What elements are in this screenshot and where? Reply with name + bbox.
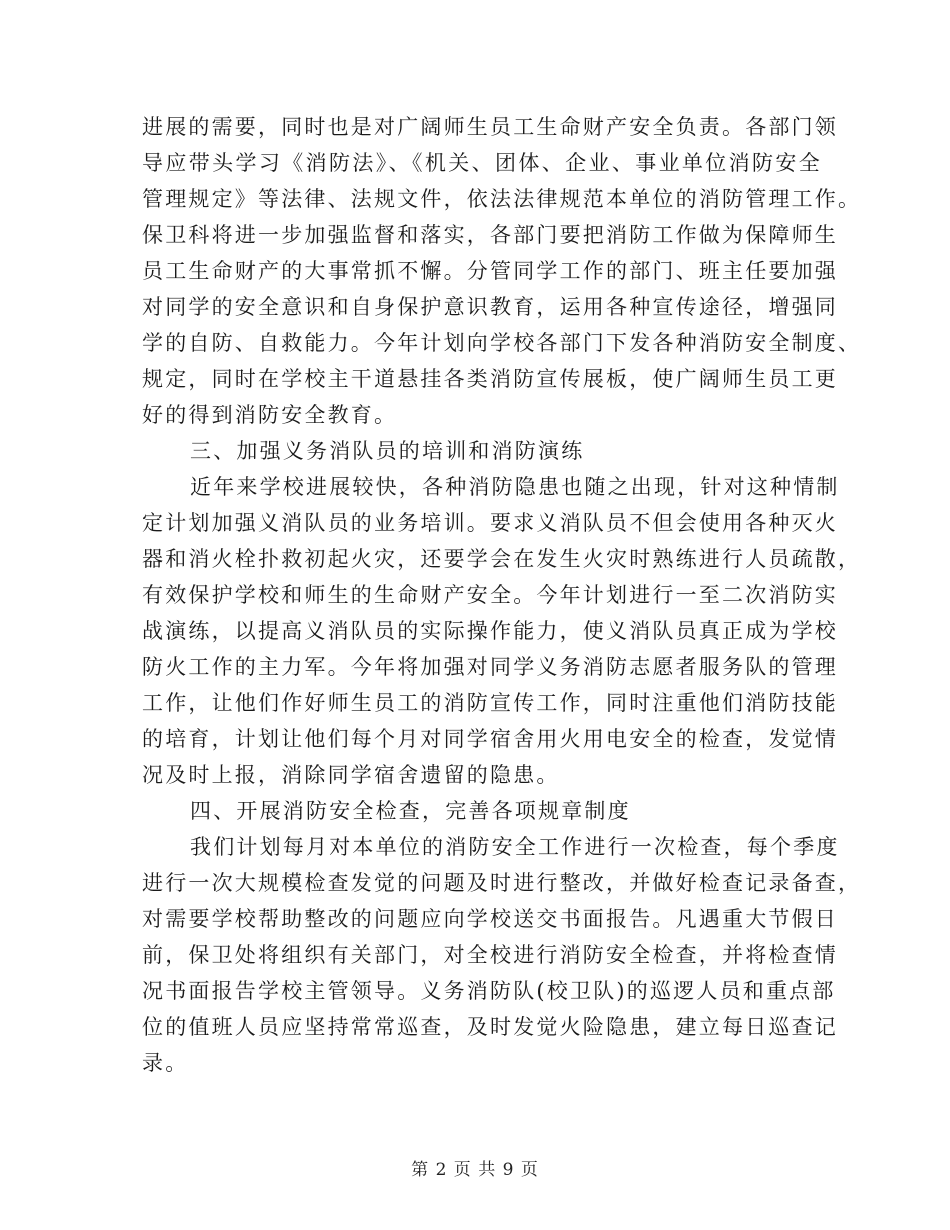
body-text-line: 录。 (142, 1051, 189, 1075)
body-text-line: 的培育，计划让他们每个月对同学宿舍用火用电安全的检查，发觉情 (142, 727, 838, 751)
body-text-line: 近年来学校进展较快，各种消防隐患也随之出现，针对这种情制 (190, 475, 840, 499)
body-text-line: 规定，同时在学校主干道悬挂各类消防宣传展板，使广阔师生员工更 (142, 367, 838, 391)
body-text-line: 好的得到消防安全教育。 (142, 403, 398, 427)
body-text-line: 我们计划每月对本单位的消防安全工作进行一次检查，每个季度 (190, 835, 840, 859)
body-text-line: 保卫科将进一步加强监督和落实，各部门要把消防工作做为保障师生 (142, 223, 838, 247)
body-text-line: 进行一次大规模检查发觉的问题及时进行整改，并做好检查记录备查， (142, 871, 862, 895)
body-text-line: 对需要学校帮助整改的问题应向学校送交书面报告。凡遇重大节假日 (142, 907, 838, 931)
section-heading: 三、加强义务消队员的培训和消防演练 (190, 439, 585, 463)
body-text-line: 前，保卫处将组织有关部门，对全校进行消防安全检查，并将检查情 (142, 943, 838, 967)
body-text-line: 定计划加强义消队员的业务培训。要求义消队员不但会使用各种灭火 (142, 511, 838, 535)
body-text-line: 位的值班人员应坚持常常巡查，及时发觉火险隐患，建立每日巡查记 (142, 1015, 838, 1039)
body-text-line: 防火工作的主力军。今年将加强对同学义务消防志愿者服务队的管理 (142, 655, 838, 679)
body-text-line: 导应带头学习《消防法》、《机关、团体、企业、事业单位消防安全 (142, 151, 822, 175)
body-text-line: 管理规定》等法律、法规文件，依法法律规范本单位的消防管理工作。 (142, 187, 862, 211)
body-text-line: 有效保护学校和师生的生命财产安全。今年计划进行一至二次消防实 (142, 583, 838, 607)
body-text-line: 战演练，以提高义消队员的实际操作能力，使义消队员真正成为学校 (142, 619, 838, 643)
section-heading: 四、开展消防安全检查，完善各项规章制度 (190, 799, 631, 823)
body-text-line: 进展的需要，同时也是对广阔师生员工生命财产安全负责。各部门领 (142, 115, 838, 139)
body-text-line: 对同学的安全意识和自身保护意识教育，运用各种宣传途径，增强同 (142, 295, 838, 319)
body-text-line: 员工生命财产的大事常抓不懈。分管同学工作的部门、班主任要加强 (142, 259, 838, 283)
page-number-footer: 第 2 页 共 9 页 (411, 1160, 539, 1180)
body-text-line: 器和消火栓扑救初起火灾，还要学会在发生火灾时熟练进行人员疏散， (142, 547, 862, 571)
body-text-line: 工作，让他们作好师生员工的消防宣传工作，同时注重他们消防技能 (142, 691, 838, 715)
body-text-line: 况书面报告学校主管领导。义务消防队(校卫队)的巡逻人员和重点部 (142, 979, 836, 1003)
body-text-line: 况及时上报，消除同学宿舍遗留的隐患。 (142, 763, 560, 787)
body-text-line: 学的自防、自救能力。今年计划向学校各部门下发各种消防安全制度、 (142, 331, 862, 355)
